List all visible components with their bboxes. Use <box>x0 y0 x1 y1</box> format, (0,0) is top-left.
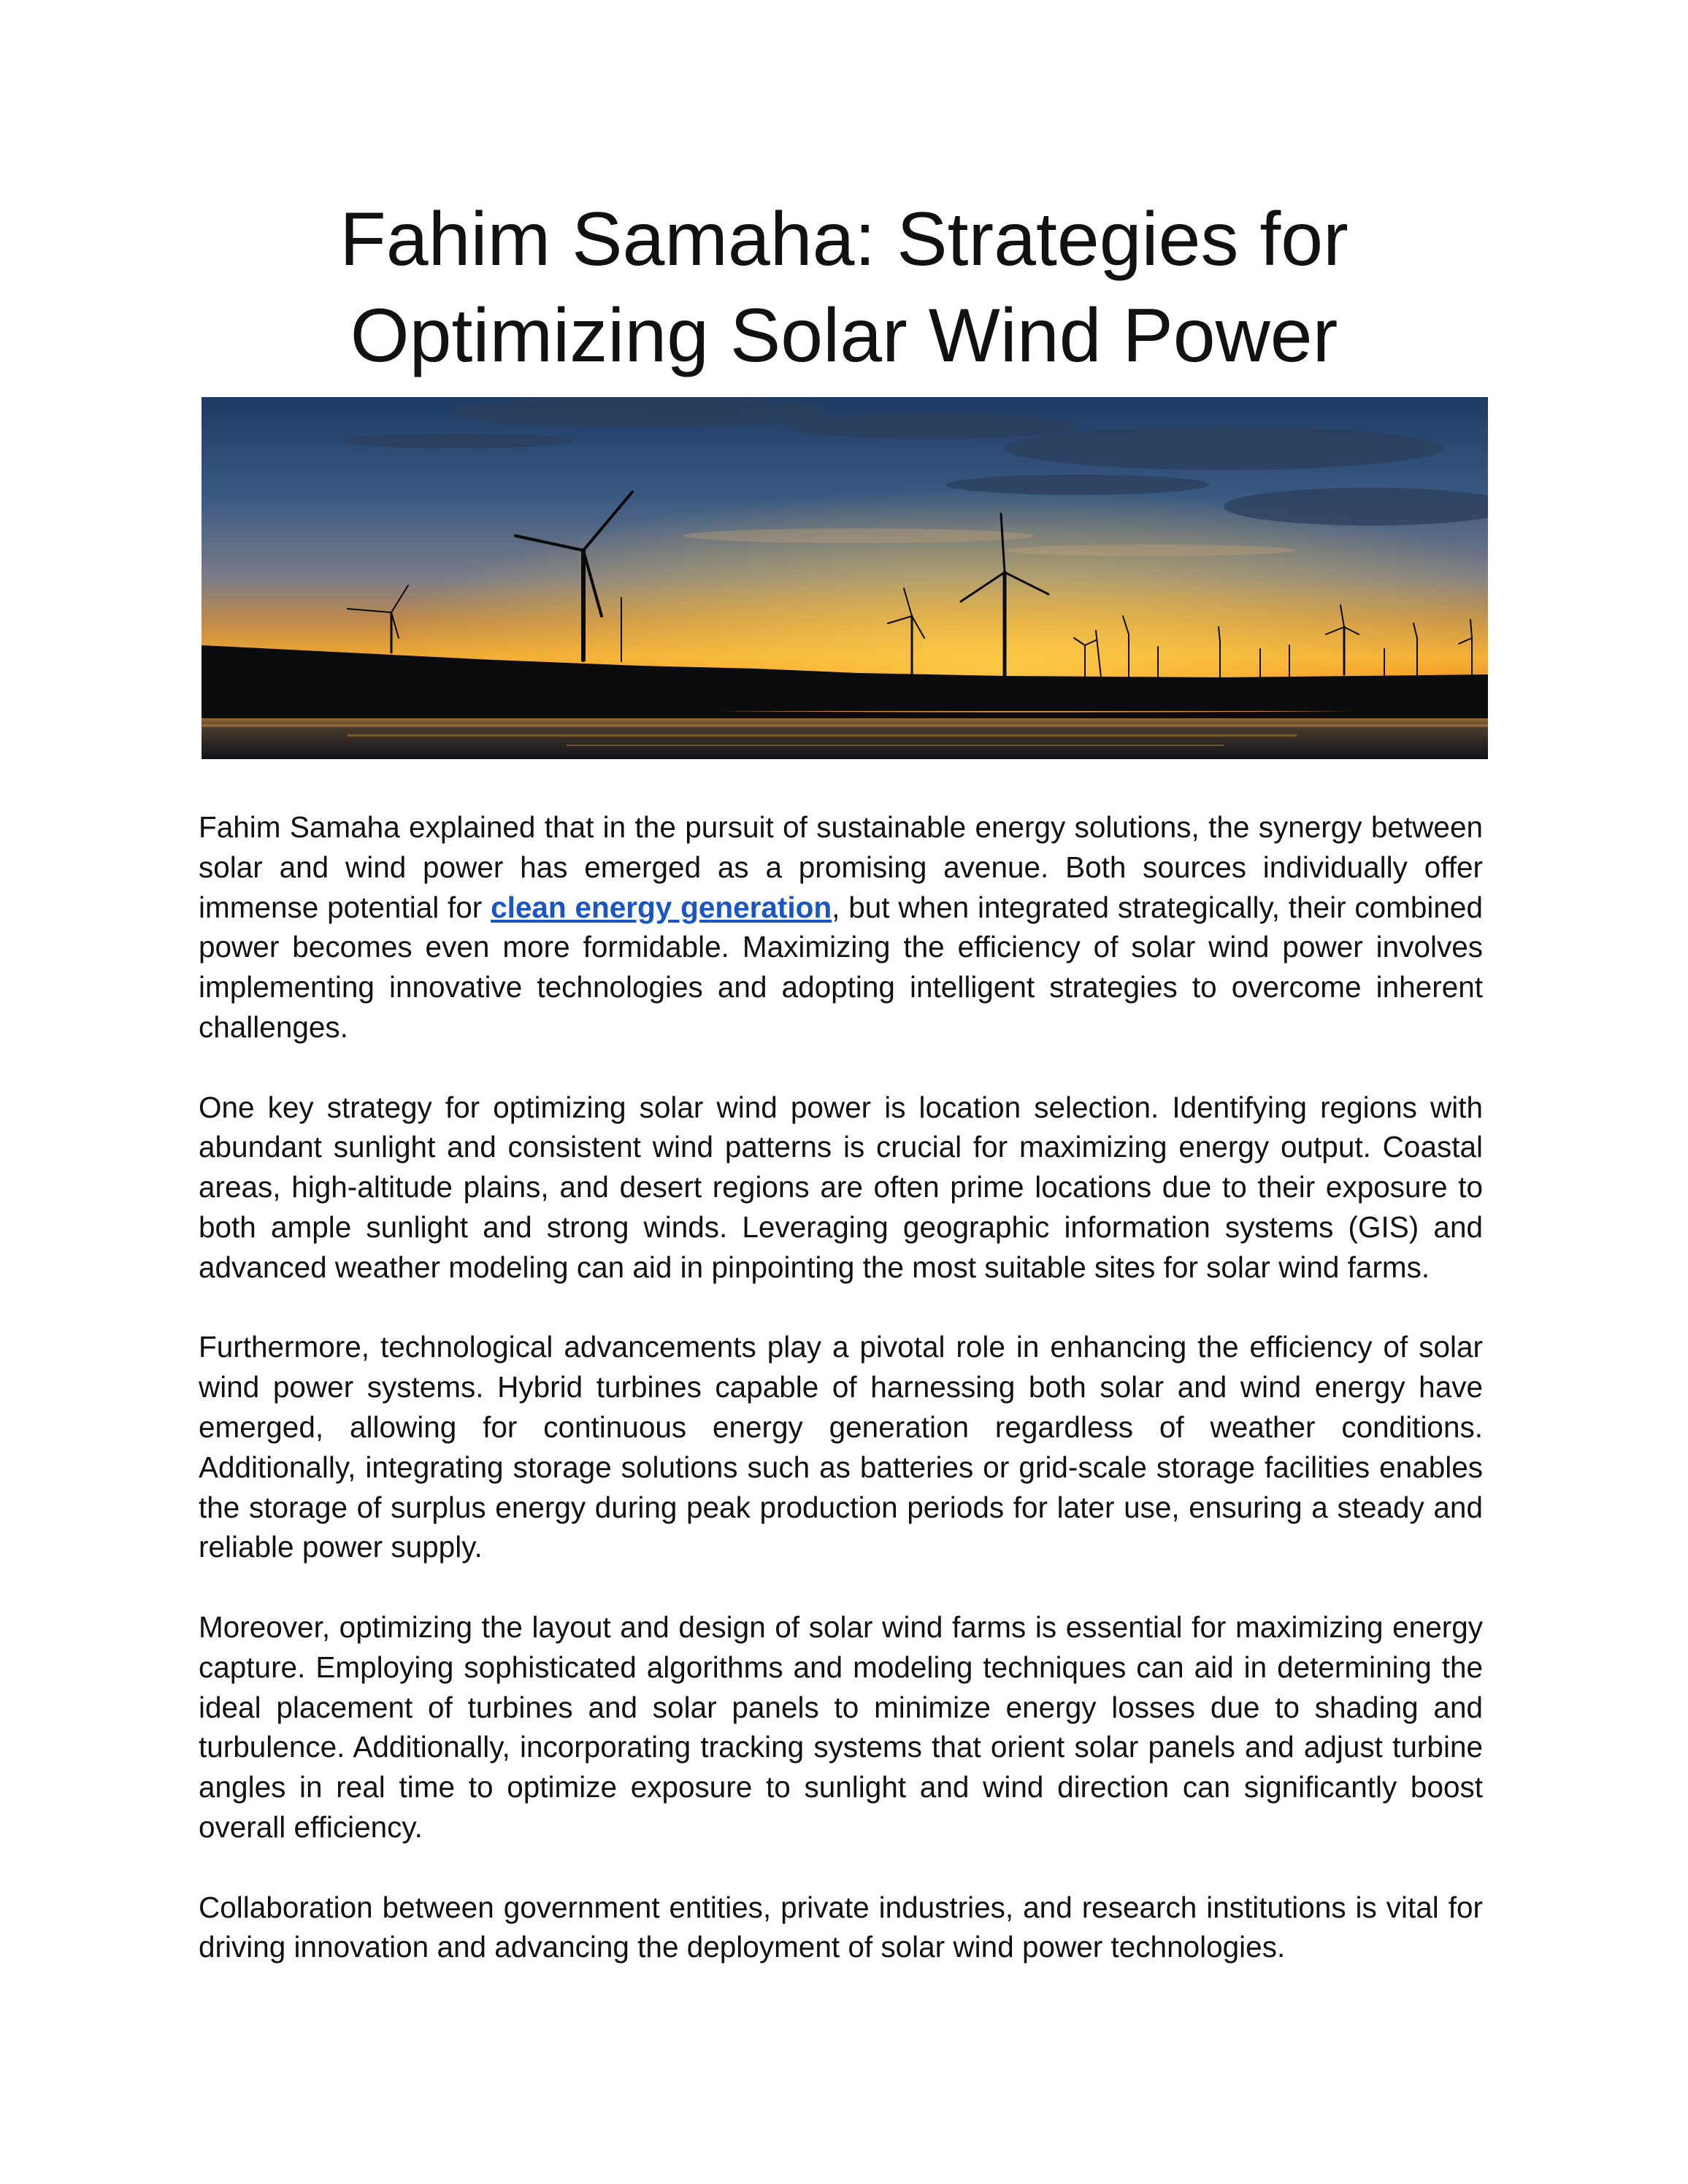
clean-energy-link[interactable]: clean energy generation <box>491 890 832 924</box>
hero-image <box>202 397 1488 759</box>
paragraph: Moreover, optimizing the layout and design of solar wind farms is essential for maximizing energy capture. Employing sophisticated algorithms and modeling techniques can aid in determining the ideal placement of turbines and solar panels to minimize energy losses due to shading and turbulence. Additionally, incorporating tracking systems that orient solar panels and adjust turbine angles in real time to optimize exposure to sunlight and wind direction can significantly boost overall efficiency. <box>199 1610 1483 1844</box>
title-line-2: Optimizing Solar Wind Power <box>350 293 1338 378</box>
paragraph: One key strategy for optimizing solar wind power is location selection. Identifying regions with abundant sunlight and consistent wind patterns is crucial for maximizing energy output. Coastal areas, high-altitude plains, and desert regions are often prime locations due to their exposure to both ample sunlight and strong winds. Leveraging geographic information systems (GIS) and advanced weather modeling can aid in pinpointing the most suitable sites for solar wind farms. <box>199 1090 1483 1284</box>
page-title <box>0 191 1688 384</box>
paragraph: Furthermore, technological advancements play a pivotal role in enhancing the efficiency of solar wind power systems. Hybrid turbines capable of harnessing both solar and wind energy have emerged, allowing for continuous energy generation regardless of weather conditions. Additionally, integrating storage solutions such as batteries or grid-scale storage facilities enables the storage of surplus energy during peak production periods for later use, ensuring a steady and reliable power supply. <box>199 1330 1483 1564</box>
article-body <box>199 807 1483 2007</box>
paragraph-text: Fahim Samaha explained that in the pursuit of sustainable energy solutions, the synergy between solar and wind power has emerged as a promising avenue. Both sources individually offer immense potential for <box>199 810 1483 924</box>
title-line-1: Fahim Samaha: Strategies for <box>339 197 1349 282</box>
paragraph: Collaboration between government entities, private industries, and research institutions is vital for driving innovation and advancing the deployment of solar wind power technologies. <box>199 1890 1483 1964</box>
paragraph <box>199 807 1483 1047</box>
paragraph-text: , but when integrated strategically, their combined power becomes even more formidable. Maximizing the efficiency of solar wind power involves implementing innovative technologies and adopting intelligent strategies to overcome inherent challenges. <box>199 890 1483 1044</box>
